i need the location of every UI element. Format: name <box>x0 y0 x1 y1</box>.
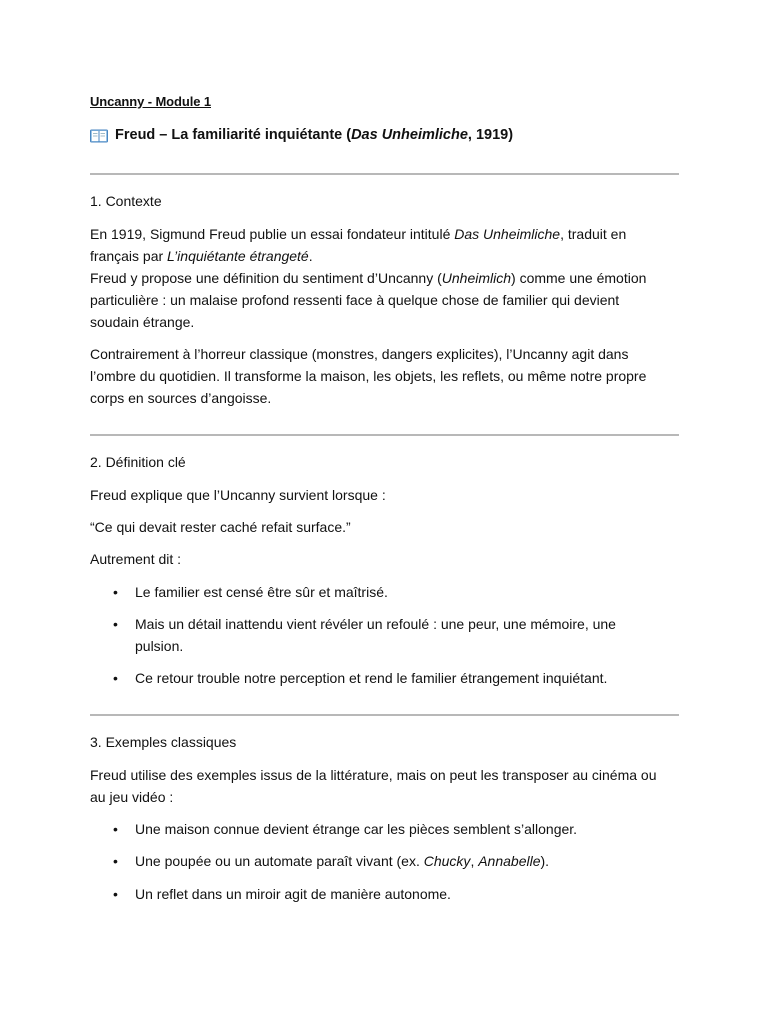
heading-italic: Das Unheimliche <box>351 127 468 143</box>
section-title-definition: 2. Définition clé <box>90 454 186 470</box>
text-run: . <box>308 248 313 264</box>
list-item-text: Un reflet dans un miroir agit de manière autonome. <box>135 886 451 902</box>
definition-quote: “Ce qui devait rester caché refait surface.” <box>90 519 351 535</box>
exemples-bullet-list <box>90 883 680 905</box>
text-line: Freud utilise des exemples issus de la littérature, mais on peut les transposer au cinéma ou <box>90 767 657 783</box>
list-item-text: Mais un détail inattendu vient révéler un refoulé : une peur, une mémoire, une <box>135 616 616 632</box>
text-line: soudain étrange. <box>90 314 195 330</box>
divider <box>90 173 679 175</box>
text-run: français par <box>90 248 168 264</box>
text-line: corps en sources d’angoisse. <box>90 390 272 406</box>
italic-run: Annabelle <box>478 853 541 869</box>
definition-bullet-list <box>90 667 680 689</box>
italic-run: Unheimlich <box>441 270 512 286</box>
list-item <box>90 883 680 905</box>
text-run: ) comme une émotion <box>511 270 647 286</box>
definition-bullet-list <box>90 613 680 657</box>
text-line: au jeu vidéo : <box>90 789 174 805</box>
bullet-glyph: • <box>113 584 118 600</box>
definition-lead: Autrement dit : <box>90 551 182 567</box>
text-run: , traduit en <box>560 226 627 242</box>
heading-suffix: , 1919) <box>467 127 514 143</box>
bullet-glyph: • <box>113 821 118 837</box>
list-item <box>90 667 680 689</box>
text-run: En 1919, Sigmund Freud publie un essai fondateur intitulé <box>90 226 455 242</box>
text-line: particulière : un malaise profond ressenti face à quelque chose de familier qui devient <box>90 292 620 308</box>
bullet-glyph: • <box>113 886 118 902</box>
main-heading <box>90 127 513 143</box>
text-line: Contrairement à l’horreur classique (monstres, dangers explicites), l’Uncanny agit dans <box>90 346 629 362</box>
list-item <box>90 850 680 872</box>
bullet-glyph: • <box>113 616 118 632</box>
list-item-text: Une maison connue devient étrange car les pièces semblent s’allonger. <box>135 821 578 837</box>
heading-prefix: Freud – La familiarité inquiétante ( <box>115 127 352 143</box>
italic-run: Das Unheimliche <box>454 226 561 242</box>
bullet-glyph: • <box>113 853 118 869</box>
italic-run: L’inquiétante étrangeté <box>167 248 309 264</box>
document-title: Uncanny - Module 1 <box>90 94 211 109</box>
paragraph-contexte-1 <box>90 223 680 333</box>
text-line: l’ombre du quotidien. Il transforme la maison, les objets, les reflets, ou même notre propre <box>90 368 647 384</box>
bullet-glyph: • <box>113 670 118 686</box>
exemples-bullet-list <box>90 818 680 840</box>
list-item <box>90 818 680 840</box>
section-title-contexte: 1. Contexte <box>90 193 162 209</box>
list-item-text: Le familier est censé être sûr et maîtrisé. <box>135 584 388 600</box>
list-item-text: pulsion. <box>135 638 184 654</box>
definition-intro: Freud explique que l’Uncanny survient lorsque : <box>90 487 386 503</box>
exemples-bullet-list <box>90 850 680 872</box>
divider <box>90 434 679 436</box>
text-run: , <box>470 853 479 869</box>
divider <box>90 714 679 716</box>
list-item-text: Ce retour trouble notre perception et rend le familier étrangement inquiétant. <box>135 670 608 686</box>
text-run: Freud y propose une définition du sentiment d’Uncanny ( <box>90 270 442 286</box>
exemples-intro <box>90 764 680 808</box>
italic-run: Chucky <box>423 853 471 869</box>
text-run: Une poupée ou un automate paraît vivant (ex. <box>135 853 424 869</box>
section-title-exemples: 3. Exemples classiques <box>90 734 237 750</box>
definition-bullet-list <box>90 581 680 603</box>
list-item <box>90 581 680 603</box>
open-book-icon <box>90 129 108 142</box>
text-run: ). <box>540 853 550 869</box>
list-item <box>90 613 680 657</box>
paragraph-contexte-2 <box>90 343 680 409</box>
